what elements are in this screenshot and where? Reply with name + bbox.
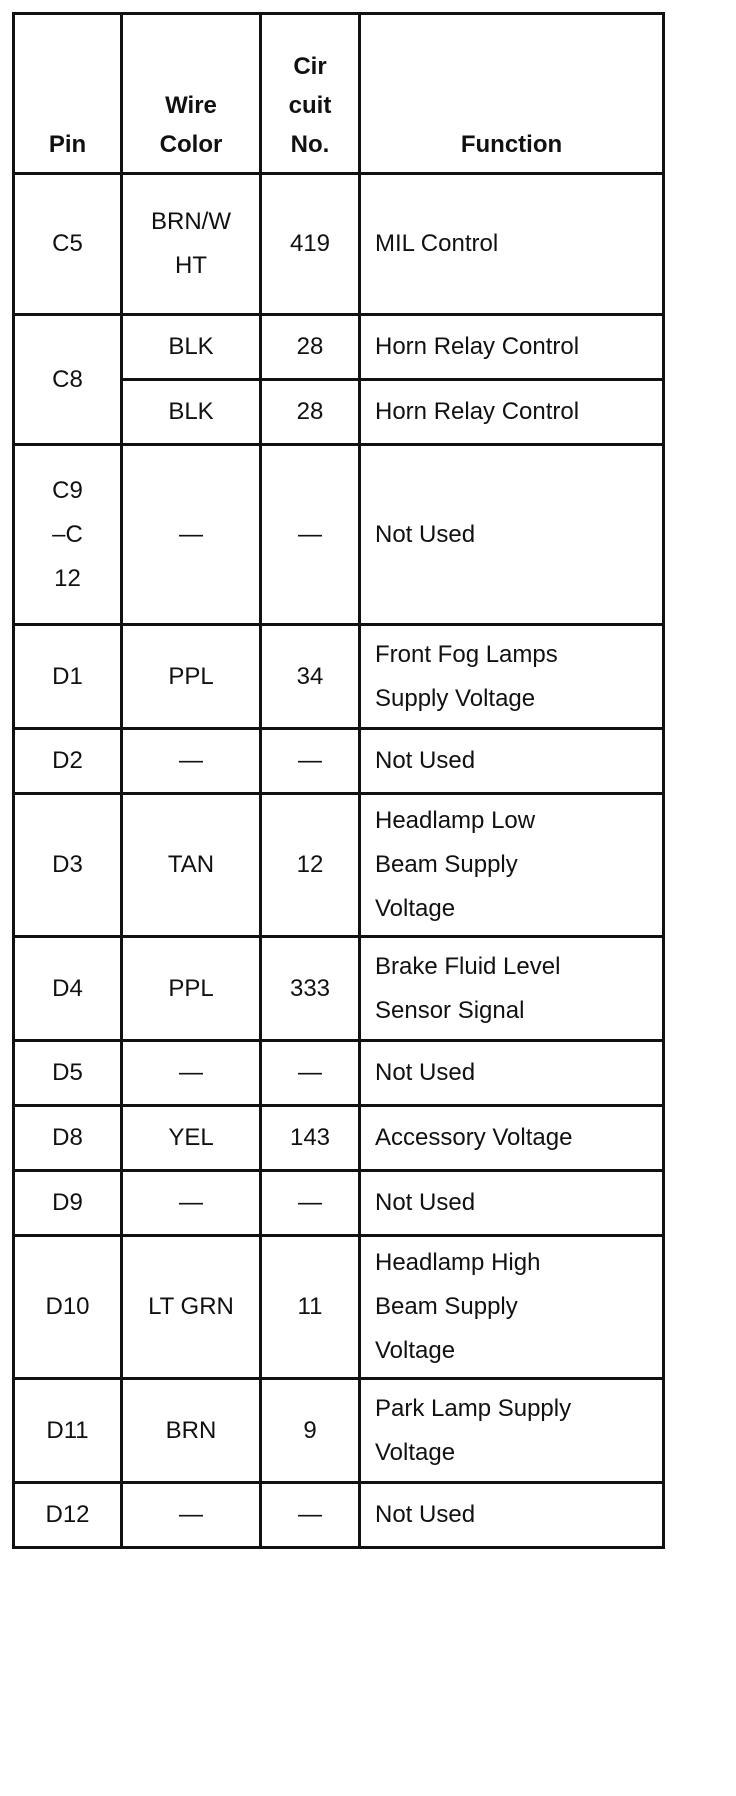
function-cell: Headlamp Low Beam Supply Voltage: [360, 794, 664, 937]
function-cell: Brake Fluid Level Sensor Signal: [360, 937, 664, 1041]
pin-cell: D1: [14, 625, 122, 729]
function-cell: Accessory Voltage: [360, 1106, 664, 1171]
function-cell: Not Used: [360, 445, 664, 625]
function-cell: Not Used: [360, 1171, 664, 1236]
circuit-cell: 28: [261, 380, 360, 445]
wire-color-cell: —: [122, 1483, 261, 1548]
wire-color-cell: PPL: [122, 625, 261, 729]
function-cell: Horn Relay Control: [360, 315, 664, 380]
wire-color-cell: BRN/W HT: [122, 174, 261, 315]
circuit-cell: 28: [261, 315, 360, 380]
table-row: [14, 1379, 664, 1483]
circuit-cell: 34: [261, 625, 360, 729]
function-cell: Headlamp High Beam Supply Voltage: [360, 1236, 664, 1379]
circuit-cell: —: [261, 445, 360, 625]
table-row: [14, 1483, 664, 1548]
circuit-cell: 12: [261, 794, 360, 937]
pin-cell: D10: [14, 1236, 122, 1379]
function-cell: Horn Relay Control: [360, 380, 664, 445]
table-row: [14, 794, 664, 937]
pin-cell: D2: [14, 729, 122, 794]
wire-color-cell: —: [122, 445, 261, 625]
function-cell: Not Used: [360, 1041, 664, 1106]
table-row: [14, 445, 664, 625]
circuit-cell: 9: [261, 1379, 360, 1483]
pin-cell: D5: [14, 1041, 122, 1106]
pin-cell: D3: [14, 794, 122, 937]
circuit-cell: —: [261, 1171, 360, 1236]
wire-color-cell: LT GRN: [122, 1236, 261, 1379]
connector-pinout-table: [12, 12, 665, 1549]
wire-color-cell: —: [122, 1171, 261, 1236]
wire-color-cell: BLK: [122, 380, 261, 445]
table-row: [14, 1106, 664, 1171]
wire-color-cell: YEL: [122, 1106, 261, 1171]
pin-cell: D8: [14, 1106, 122, 1171]
wire-color-cell: —: [122, 729, 261, 794]
pin-cell: C8: [14, 315, 122, 445]
wire-color-cell: TAN: [122, 794, 261, 937]
pin-cell: C9 –C 12: [14, 445, 122, 625]
circuit-cell: —: [261, 1483, 360, 1548]
header-pin: Pin: [14, 14, 122, 174]
pin-cell: C5: [14, 174, 122, 315]
circuit-cell: 143: [261, 1106, 360, 1171]
header-wire-color: Wire Color: [122, 14, 261, 174]
pin-cell: D4: [14, 937, 122, 1041]
wire-color-cell: BLK: [122, 315, 261, 380]
pinout-table-container: [12, 12, 665, 1549]
circuit-cell: 419: [261, 174, 360, 315]
function-cell: Not Used: [360, 1483, 664, 1548]
pin-cell: D11: [14, 1379, 122, 1483]
table-row: [14, 937, 664, 1041]
header-circuit-no: Cir cuit No.: [261, 14, 360, 174]
table-row: [14, 1041, 664, 1106]
pin-cell: D12: [14, 1483, 122, 1548]
wire-color-cell: PPL: [122, 937, 261, 1041]
circuit-cell: —: [261, 1041, 360, 1106]
table-row: [14, 315, 664, 380]
circuit-cell: 11: [261, 1236, 360, 1379]
table-row: [14, 1171, 664, 1236]
function-cell: Not Used: [360, 729, 664, 794]
table-header-row: [14, 14, 664, 174]
function-cell: MIL Control: [360, 174, 664, 315]
circuit-cell: 333: [261, 937, 360, 1041]
table-row: [14, 174, 664, 315]
circuit-cell: —: [261, 729, 360, 794]
function-cell: Front Fog Lamps Supply Voltage: [360, 625, 664, 729]
header-function: Function: [360, 14, 664, 174]
table-row: [14, 729, 664, 794]
function-cell: Park Lamp Supply Voltage: [360, 1379, 664, 1483]
wire-color-cell: BRN: [122, 1379, 261, 1483]
table-row: [14, 625, 664, 729]
table-row: [14, 1236, 664, 1379]
wire-color-cell: —: [122, 1041, 261, 1106]
pin-cell: D9: [14, 1171, 122, 1236]
